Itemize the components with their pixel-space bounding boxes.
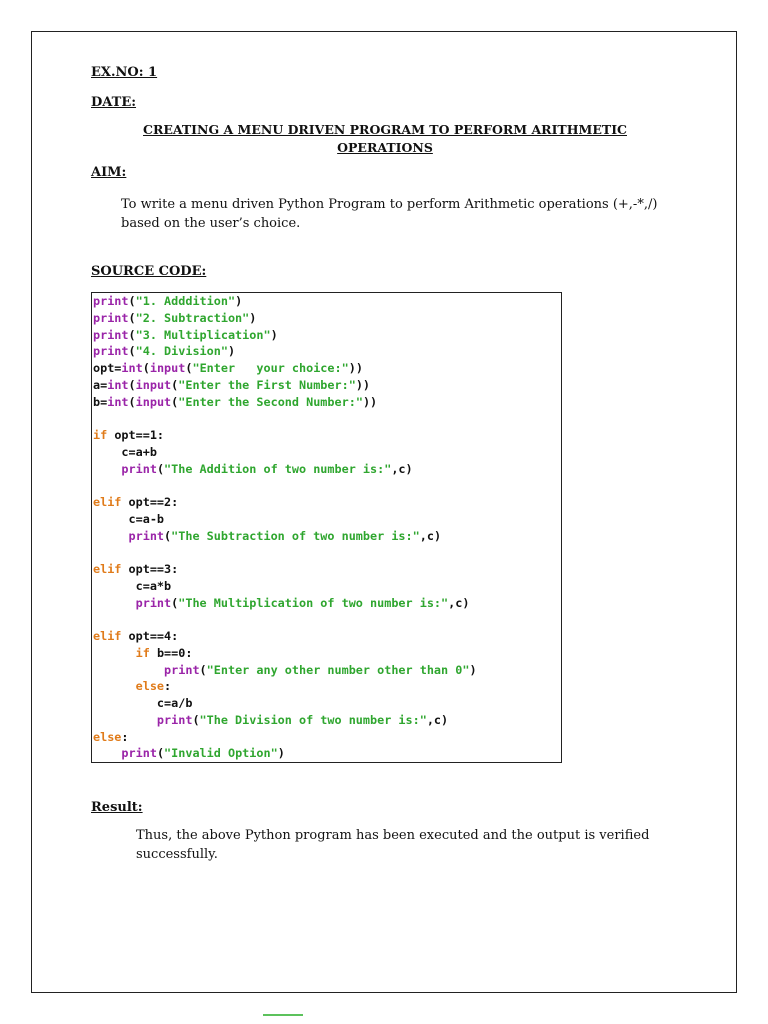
code-token: "1. Adddition"	[135, 294, 236, 308]
code-token: (	[128, 377, 136, 392]
code-token: "The Addition of two number is:"	[164, 461, 392, 476]
code-token: print	[128, 528, 165, 543]
code-token: opt=	[93, 361, 122, 375]
code-line	[93, 561, 477, 578]
code-token: :	[164, 679, 172, 694]
code-token: )	[235, 294, 243, 308]
code-line	[93, 544, 477, 561]
code-token: "3. Multiplication"	[135, 327, 271, 342]
code-token: else	[93, 729, 122, 744]
code-line	[93, 695, 477, 712]
aim-text: To write a menu driven Python Program to perform Arithmetic operations (+,-*,/) based on the user’s choice.	[121, 197, 658, 231]
code-token: ,c)	[426, 712, 449, 727]
code-token: ))	[362, 394, 378, 409]
code-token: b=	[93, 394, 108, 409]
code-line	[93, 729, 477, 746]
code-line	[93, 712, 477, 729]
code-token: (	[164, 528, 172, 543]
code-token: opt==4:	[121, 629, 179, 643]
code-token: (	[171, 394, 179, 409]
code-token: c=a*b	[93, 578, 172, 593]
code-token: int	[107, 377, 129, 392]
code-token: input	[149, 361, 186, 375]
exercise-number: EX.NO: 1	[91, 65, 158, 80]
code-line	[93, 678, 477, 695]
code-line	[93, 595, 477, 612]
code-token: input	[135, 394, 172, 409]
code-token: (	[156, 461, 165, 476]
code-line	[93, 394, 477, 411]
code-token: (	[128, 327, 136, 342]
code-token: "Invalid Option"	[164, 746, 278, 761]
code-token: elif	[93, 562, 122, 576]
code-line	[93, 360, 477, 377]
code-line	[93, 528, 477, 545]
code-line	[93, 628, 477, 645]
code-token: opt==2:	[121, 495, 179, 509]
code-token: opt==1:	[107, 428, 165, 442]
code-line	[93, 461, 477, 478]
code-line	[93, 293, 477, 310]
code-token: c=a+b	[93, 444, 157, 459]
document-title: CREATING A MENU DRIVEN PROGRAM TO PERFORM ARITHMETIC OPERATIONS	[143, 122, 627, 155]
code-line	[93, 494, 477, 511]
code-token: ))	[355, 377, 371, 392]
code-token: "The Subtraction of two number is:"	[171, 528, 420, 543]
code-line	[93, 410, 477, 427]
code-token	[93, 713, 157, 727]
code-token: :	[121, 729, 129, 744]
code-token: (	[128, 310, 136, 325]
code-line	[93, 343, 477, 360]
code-token	[93, 529, 129, 543]
code-token: )	[277, 746, 285, 761]
code-token: if	[93, 428, 108, 442]
code-token	[93, 596, 136, 610]
code-token: if	[135, 645, 150, 660]
code-token: print	[93, 310, 129, 325]
code-token: "The Multiplication of two number is:"	[178, 595, 449, 610]
code-line	[93, 511, 477, 528]
code-block	[91, 292, 562, 763]
code-token: int	[121, 361, 143, 375]
code-token: print	[121, 461, 157, 476]
code-line	[93, 645, 477, 662]
code-line	[93, 662, 477, 679]
border-gap-left	[290, 990, 395, 992]
footer-mark	[263, 1014, 303, 1016]
code-token: )	[469, 662, 477, 677]
code-token: elif	[93, 495, 122, 509]
result-text: Thus, the above Python program has been executed and the output is verified successfully.	[136, 828, 650, 862]
code-token: (	[142, 361, 150, 375]
code-token	[93, 663, 164, 677]
code-token: print	[164, 662, 200, 677]
code-token: ,c)	[448, 595, 470, 610]
code-token: (	[199, 662, 207, 677]
code-token: "Enter your choice:"	[192, 361, 349, 375]
result-heading: Result:	[91, 800, 143, 815]
code-token: "The Division of two number is:"	[199, 712, 427, 727]
date-label: DATE:	[91, 95, 137, 110]
source-code-heading: SOURCE CODE:	[91, 264, 207, 279]
code-token: (	[128, 344, 136, 359]
code-token: print	[93, 327, 129, 342]
code-token: "4. Division"	[135, 344, 228, 359]
code-token: c=a/b	[93, 696, 193, 710]
code-line	[93, 427, 477, 444]
aim-heading: AIM:	[91, 165, 127, 180]
code-token: "Enter the First Number:"	[178, 377, 356, 392]
code-token: )	[227, 344, 236, 359]
code-token: print	[135, 595, 172, 610]
code-token: print	[121, 746, 157, 761]
code-token: (	[192, 712, 200, 727]
code-token: print	[156, 712, 193, 727]
code-line	[93, 745, 477, 762]
border-gap-right	[400, 990, 510, 992]
code-token: "Enter the Second Number:"	[178, 394, 363, 409]
code-token: )	[270, 327, 278, 342]
code-token: opt==3:	[121, 562, 179, 576]
code-token: elif	[93, 629, 122, 643]
code-token: print	[93, 294, 129, 308]
code-line	[93, 477, 477, 494]
code-token: ,c)	[391, 461, 413, 476]
code-token: print	[93, 344, 129, 359]
code-line	[93, 444, 477, 461]
code-token: "2. Subtraction"	[135, 310, 250, 325]
code-token	[93, 679, 136, 693]
code-token: input	[135, 377, 172, 392]
code-line	[93, 578, 477, 595]
code-token: ))	[348, 361, 363, 375]
code-token	[93, 646, 136, 660]
code-line	[93, 611, 477, 628]
code-token: (	[171, 595, 179, 610]
code-line	[93, 327, 477, 344]
source-code	[93, 293, 477, 762]
code-token: "Enter any other number other than 0"	[206, 662, 470, 677]
code-line	[93, 310, 477, 327]
code-token: (	[156, 746, 165, 761]
code-token: (	[171, 377, 179, 392]
code-token: a=	[93, 377, 108, 392]
code-token: (	[185, 361, 193, 375]
code-token: else	[135, 679, 165, 694]
code-token: (	[128, 394, 136, 409]
code-token: b==0:	[149, 645, 193, 660]
code-token: ,c)	[419, 528, 442, 543]
code-token	[93, 462, 121, 476]
code-line	[93, 377, 477, 394]
code-token: (	[128, 294, 136, 308]
code-token: )	[249, 310, 257, 325]
code-token	[93, 746, 121, 760]
code-token: int	[107, 394, 129, 409]
code-token: c=a-b	[93, 511, 165, 526]
